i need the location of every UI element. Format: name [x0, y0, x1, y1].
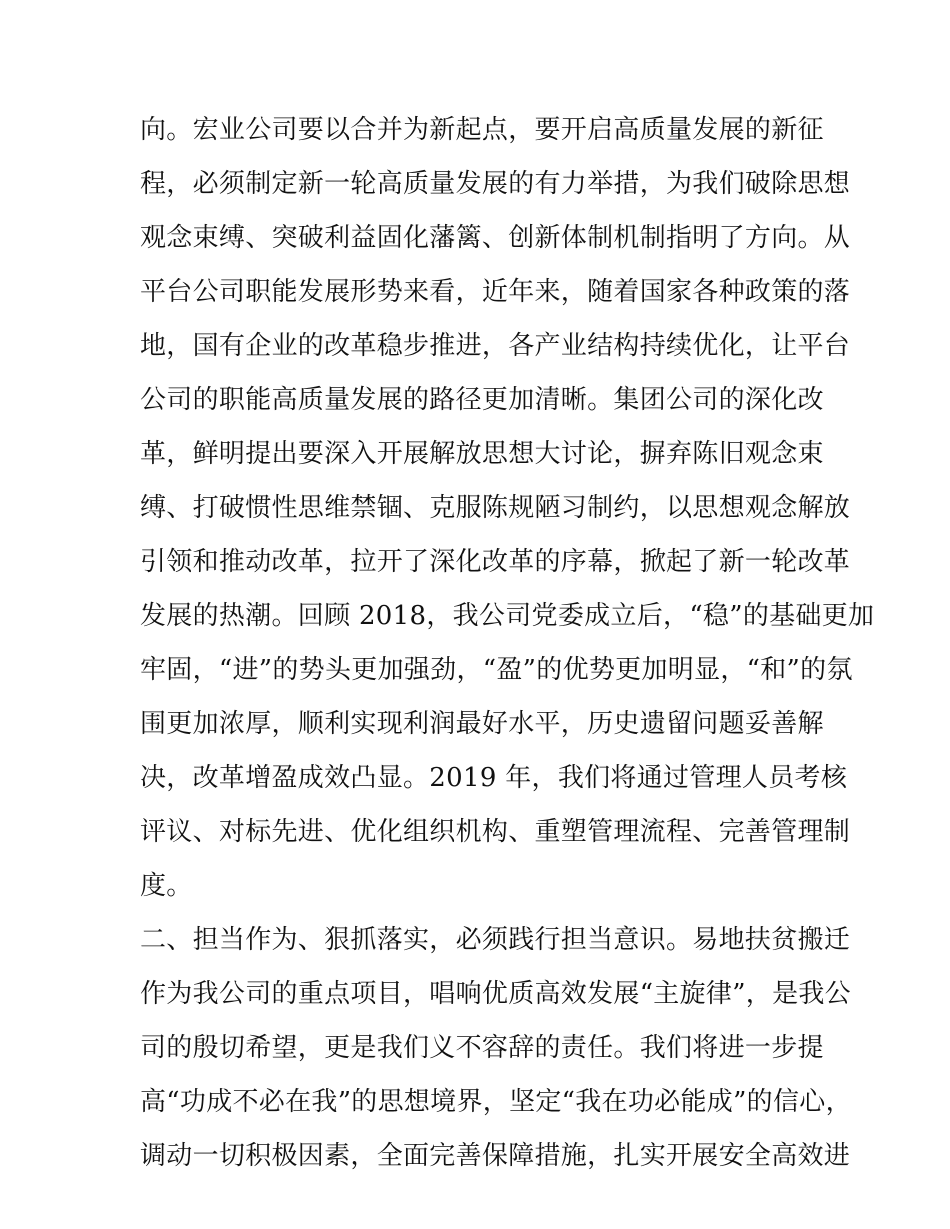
- text-line: 引领和推动改革，拉开了深化改革的序幕，掀起了新一轮改革: [140, 547, 851, 577]
- text-line: 向。宏业公司要以合并为新起点，要开启高质量发展的新征: [140, 115, 824, 145]
- text-line: 决，改革增盈成效凸显。2019 年，我们将通过管理人员考核: [140, 763, 848, 793]
- text-line: 评议、对标先进、优化组织机构、重塑管理流程、完善管理制: [140, 817, 851, 847]
- text-line: 公司的职能高质量发展的路径更加清晰。集团公司的深化改: [140, 385, 824, 415]
- text-line: 地，国有企业的改革稳步推进，各产业结构持续优化，让平台: [140, 331, 851, 361]
- text-line: 高“功成不必在我”的思想境界，坚定“我在功必能成”的信心，: [140, 1087, 852, 1117]
- text-line: 调动一切积极因素，全面完善保障措施，扎实开展安全高效进: [140, 1141, 851, 1171]
- text-line: 牢固，“进”的势头更加强劲，“盈”的优势更加明显，“和”的氛: [140, 655, 853, 685]
- text-line: 二、担当作为、狠抓落实，必须践行担当意识。易地扶贫搬迁: [140, 925, 851, 955]
- text-line: 缚、打破惯性思维禁锢、克服陈规陋习制约，以思想观念解放: [140, 493, 851, 523]
- text-line: 观念束缚、突破利益固化藩篱、创新体制机制指明了方向。从: [140, 223, 851, 253]
- text-line: 发展的热潮。回顾 2018，我公司党委成立后，“稳”的基础更加: [140, 601, 875, 631]
- text-line: 围更加浓厚，顺利实现利润最好水平，历史遗留问题妥善解: [140, 709, 824, 739]
- text-line: 司的殷切希望，更是我们义不容辞的责任。我们将进一步提: [140, 1033, 824, 1063]
- text-line: 平台公司职能发展形势来看，近年来，随着国家各种政策的落: [140, 277, 851, 307]
- body-text: [140, 103, 875, 1183]
- text-line: 程，必须制定新一轮高质量发展的有力举措，为我们破除思想: [140, 169, 851, 199]
- text-line: 度。: [140, 871, 193, 901]
- text-line: 革，鲜明提出要深入开展解放思想大讨论，摒弃陈旧观念束: [140, 439, 824, 469]
- text-line: 作为我公司的重点项目，唱响优质高效发展“主旋律”，是我公: [140, 979, 851, 1009]
